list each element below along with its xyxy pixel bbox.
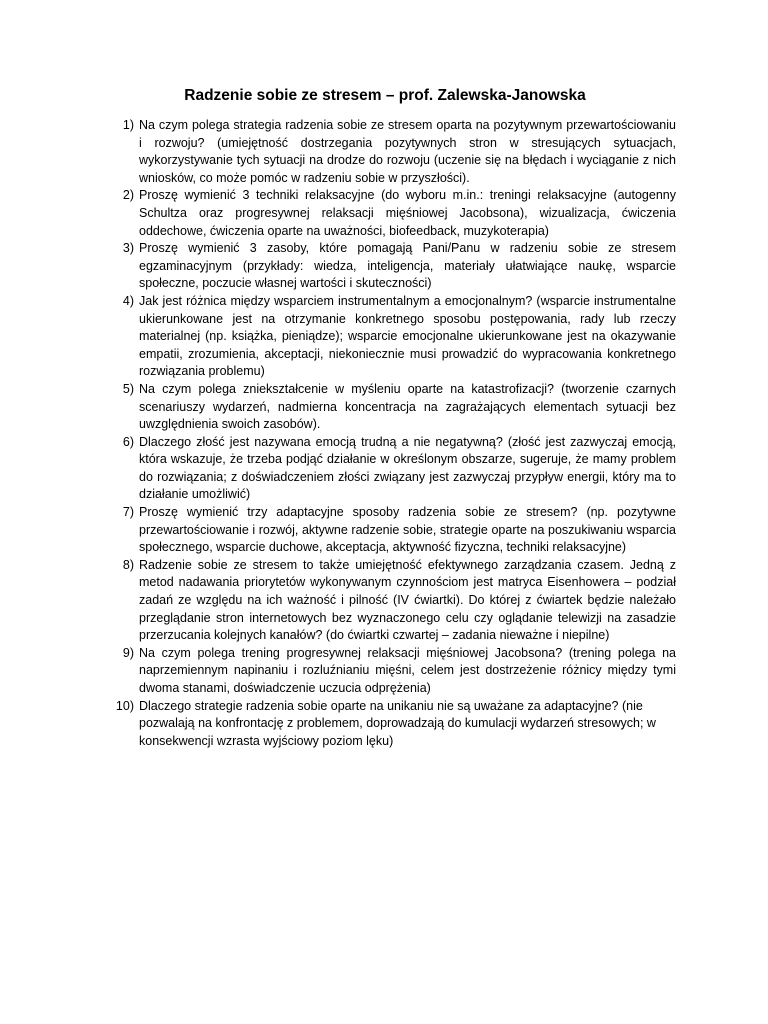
- list-item: [108, 698, 676, 751]
- list-item: [108, 117, 676, 187]
- list-item-text: Na czym polega trening progresywnej relaksacji mięśniowej Jacobsona? (trening polega na naprzemiennym napinaniu i rozluźnianiu mięśni, celem jest dostrzeżenie różnicy między tymi dwoma stanami, doświadczenie uczucia odprężenia): [139, 645, 676, 695]
- list-item-number: 1): [122, 118, 134, 132]
- list-item: [108, 645, 676, 698]
- list-item-text: Radzenie sobie ze stresem to także umiejętność efektywnego zarządzania czasem. Jedną z metod nadawania priorytetów wykonywanym czynnościom jest matryca Eisenhowera – podział zadań ze względu na ich ważność i pilność (IV ćwiartki). Do której z ćwiartek będzie należało przeglądanie stron internetowych bez wyznaczonego celu czy oglądanie telewizji na zasadzie przerzucania kolejnych kanałów? (do ćwiartki czwartej – zadania nieważne i niepilne): [139, 557, 676, 643]
- list-item-text: Proszę wymienić trzy adaptacyjne sposoby radzenia sobie ze stresem? (np. pozytywne przewartościowanie i rozwój, aktywne radzenie sobie, strategie oparte na poszukiwaniu wsparcia społecznego, wsparcie duchowe, akceptacja, aktywność fizyczna, techniki relaksacyjne): [139, 505, 676, 555]
- list-item: [108, 381, 676, 434]
- list-item-text: Na czym polega strategia radzenia sobie ze stresem oparta na pozytywnym przewartościowaniu i rozwoju? (umiejętność dostrzegania pozytywnych stron w stresujących sytuacjach, wykorzystywanie tych sytuacji na drodze do rozwoju (uczenie się na błędach i wyciąganie z nich wniosków, co może pomóc w radzeniu sobie w przyszłości).: [139, 118, 676, 185]
- list-item: [108, 240, 676, 293]
- list-item-number: 2): [122, 188, 134, 203]
- list-item-text: Jak jest różnica między wsparciem instrumentalnym a emocjonalnym? (wsparcie instrumentalne ukierunkowane jest na otrzymanie konkretnego sposobu postępowania, rady lub rzeczy materialnej (np. książka, pieniądze); wsparcie emocjonalne ukierunkowane jest na okazywanie empatii, zrozumienia, akceptacji, niekoniecznie musi prowadzić do wypracowania konkretnego rozwiązania problemu): [139, 293, 676, 379]
- document-title: Radzenie sobie ze stresem – prof. Zalewska-Janowska: [184, 87, 586, 104]
- list-item-number: 8): [122, 557, 134, 572]
- list-item-number: 9): [122, 645, 134, 660]
- list-item-text: Proszę wymienić 3 zasoby, które pomagają Pani/Panu w radzeniu sobie ze stresem egzaminacyjnym (przykłady: wiedza, inteligencja, materiały ułatwiające naukę, wsparcie społeczne, poczucie własnej wartości i skuteczności): [139, 241, 676, 291]
- list-item: [108, 434, 676, 504]
- list-item-text: Dlaczego złość jest nazywana emocją trudną a nie negatywną? (złość jest zazwyczaj emocją, która wskazuje, że trzeba podjąć działanie w określonym obszarze, sugeruje, że mamy problem do rozwiązania; z doświadczeniem złości związany jest zazwyczaj przypływ energii, który ma to działanie umożliwić): [139, 434, 676, 502]
- list-item: [108, 504, 676, 557]
- list-item: [108, 187, 676, 240]
- list-item-text: Proszę wymienić 3 techniki relaksacyjne (do wyboru m.in.: treningi relaksacyjne (autogenny Schultza oraz progresywnej relaksacji mięśniowej Jacobsona), wizualizacja, ćwiczenia oddechowe, ćwiczenia oparte na uważności, biofeedback, muzykoterapia): [139, 188, 676, 238]
- list-item-number: 10): [115, 698, 134, 713]
- list-item-number: 4): [122, 293, 134, 308]
- list-item-number: 6): [122, 434, 134, 449]
- list-item-number: 3): [122, 241, 134, 256]
- list-item-number: 7): [122, 505, 134, 520]
- list-item-text: Na czym polega zniekształcenie w myśleniu oparte na katastrofizacji? (tworzenie czarnych scenariuszy wydarzeń, nadmierna koncentracja na zagrażających elementach sytuacji bez uwzględnienia swoich zasobów).: [139, 381, 676, 432]
- list-item-number: 5): [122, 381, 134, 396]
- list-item-text: Dlaczego strategie radzenia sobie oparte na unikaniu nie są uważane za adaptacyjne? (nie pozwalają na konfrontację z problemem, doprowadzają do kumulacji wydarzeń stresowych; w konsekwencji wzrasta wyjściowy poziom lęku): [139, 698, 656, 748]
- question-list: [108, 117, 676, 750]
- list-item: [108, 557, 676, 645]
- list-item: [108, 293, 676, 381]
